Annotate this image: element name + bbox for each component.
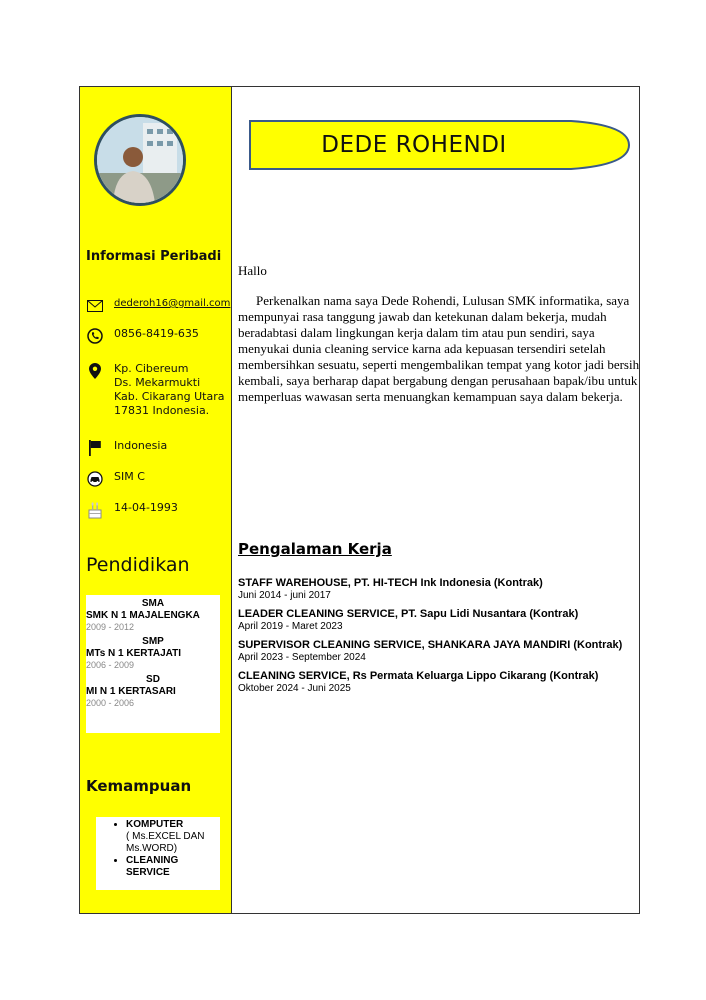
education-item — [86, 674, 220, 709]
address-line: 17831 Indonesia. — [114, 404, 210, 417]
skills-section-title: Kemampuan — [86, 777, 192, 795]
experience-role: STAFF WAREHOUSE, PT. HI-TECH Ink Indonesia (Kontrak) — [238, 577, 543, 589]
experience-item — [238, 577, 638, 602]
driving-license: SIM C — [114, 470, 145, 483]
envelope-icon — [86, 297, 104, 315]
experience-role: LEADER CLEANING SERVICE, PT. Sapu Lidi Nusantara (Kontrak) — [238, 608, 579, 620]
email-row — [86, 297, 230, 315]
education-section-title: Pendidikan — [86, 554, 190, 576]
experience-item — [238, 670, 638, 695]
education-school: MTs N 1 KERTAJATI — [86, 648, 182, 659]
license-row — [86, 470, 145, 488]
car-icon — [86, 470, 104, 488]
person-name: DEDE ROHENDI — [321, 132, 507, 158]
skill-item — [126, 819, 220, 855]
main-content — [232, 87, 639, 913]
education-level: SMP — [142, 636, 164, 647]
country: Indonesia — [114, 439, 168, 452]
education-item — [86, 598, 220, 633]
education-list — [86, 595, 220, 733]
birthday-cake-icon — [86, 501, 104, 519]
experience-period: Oktober 2024 - Juni 2025 — [238, 683, 351, 694]
intro-paragraph: Perkenalkan nama saya Dede Rohendi, Lulusan SMK informatika, saya mempunyai rasa tanggung jawab dan ketekunan dalam bekerja, mudah beradabtasi dalam lingkungan kerja dalam tim atau pun sendiri, saya menyukai dunia cleaning service karna ada kepuasan tersendiri setelah membersihkan sesuatu, seperti mengembalikan tempat yang kotor jadi bersih kembali, saya berharap dapat bergabung dengan perusahaan bapak/ibu untuk memperluas wawasan serta menuangkan kemampuan saya dalam bekerja. — [238, 293, 640, 404]
skill-name: • KOMPUTER — [126, 819, 184, 830]
address-line: Kp. Cibereum — [114, 362, 189, 375]
experience-role: CLEANING SERVICE, Rs Permata Keluarga Lippo Cikarang (Kontrak) — [238, 670, 599, 682]
skill-detail: ( Ms.EXCEL DAN Ms.WORD) — [126, 831, 205, 854]
address — [114, 362, 224, 418]
skill-name: • CLEANING SERVICE — [126, 855, 179, 878]
birthdate: 14-04-1993 — [114, 501, 178, 514]
education-years: 2000 - 2006 — [86, 698, 135, 708]
experience-period: April 2023 - September 2024 — [238, 652, 366, 663]
education-school: SMK N 1 MAJALENGKA — [86, 610, 200, 621]
skill-item — [126, 855, 220, 879]
experience-role: SUPERVISOR CLEANING SERVICE, SHANKARA JAYA MANDIRI (Kontrak) — [238, 639, 623, 651]
flag-icon — [86, 439, 104, 457]
cv-page — [79, 86, 640, 914]
experience-period: Juni 2014 - juni 2017 — [238, 590, 331, 601]
phone-number: 0856-8419-635 — [114, 327, 199, 340]
experience-item — [238, 608, 638, 633]
info-section-title: Informasi Peribadi — [86, 249, 222, 264]
greeting: Hallo — [238, 263, 267, 278]
experience-item — [238, 639, 638, 664]
experience-section-title: Pengalaman Kerja — [238, 540, 392, 558]
sidebar — [80, 87, 232, 913]
country-row — [86, 439, 167, 457]
profile-photo — [94, 114, 186, 206]
location-pin-icon — [86, 362, 104, 380]
birthdate-row — [86, 501, 178, 519]
education-years: 2006 - 2009 — [86, 660, 135, 670]
address-row — [86, 362, 224, 418]
skills-list — [96, 817, 220, 890]
education-level: SMA — [141, 598, 165, 609]
address-line: Kab. Cikarang Utara — [114, 390, 225, 403]
address-line: Ds. Mekarmukti — [114, 376, 201, 389]
education-years: 2009 - 2012 — [86, 622, 135, 632]
education-school: MI N 1 KERTASARI — [86, 686, 176, 697]
education-item — [86, 636, 220, 671]
phone-row — [86, 327, 199, 345]
phone-icon — [86, 327, 104, 345]
education-level: SD — [146, 674, 160, 685]
email-link[interactable]: dederoh16@gmail.com — [114, 298, 231, 309]
experience-list — [238, 577, 638, 701]
experience-period: April 2019 - Maret 2023 — [238, 621, 343, 632]
